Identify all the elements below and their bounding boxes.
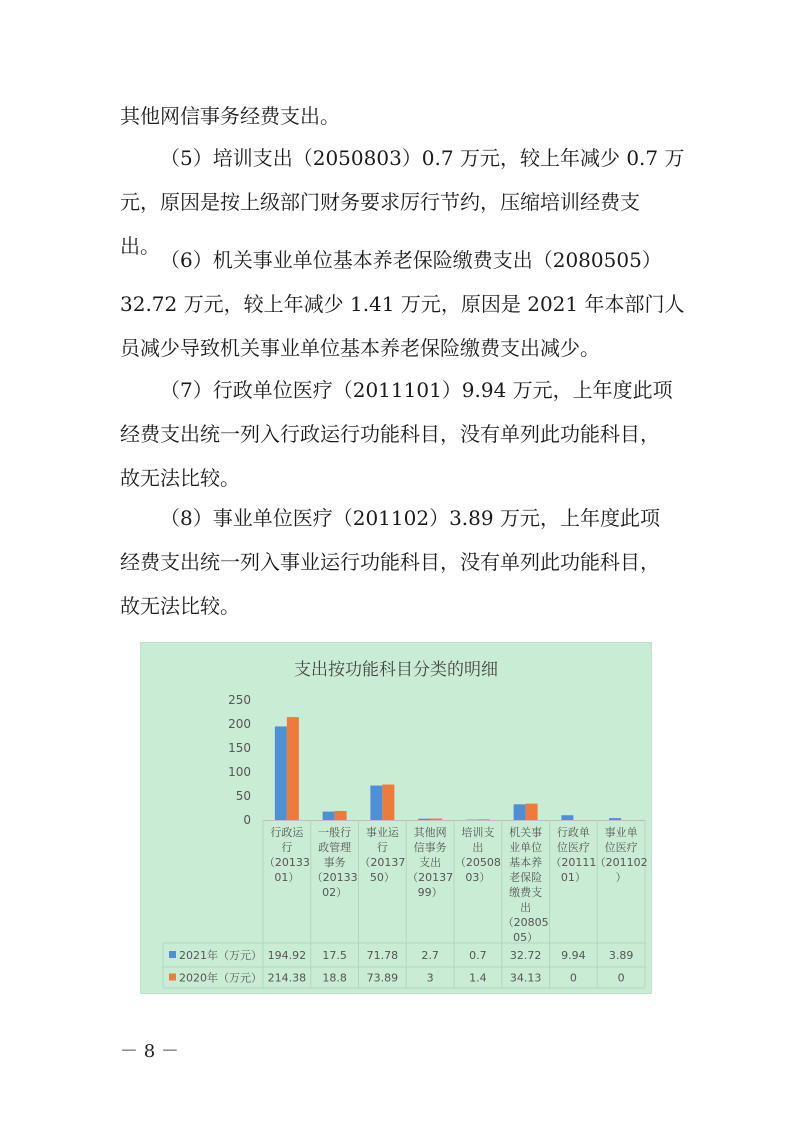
bar-2021-6 [514,804,526,820]
category-label: （20133 [263,856,310,869]
category-label: 出 [472,841,484,854]
paragraph-line: 元，原因是按上级部门财务要求厉行节约，压缩培训经费支 [120,190,640,214]
category-label: （20508 [454,856,501,869]
data-value-label: 214.38 [267,971,307,985]
data-value-label: 1.4 [469,971,487,985]
paragraph-line: （7）行政单位医疗（2011101）9.94 万元，上年度此项 [160,378,673,402]
category-label: 05） [513,931,539,944]
bar-2021-1 [275,726,287,820]
category-label: （20805 [502,916,549,929]
bar-2021-4 [418,819,430,820]
category-label: 事业运 [365,826,399,839]
paragraph-line: 员减少导致机关事业单位基本养老保险缴费支出减少。 [120,336,600,360]
category-label: 基本养 [509,856,543,869]
data-value-label: 0.7 [469,949,487,962]
data-value-label: 194.92 [267,949,307,962]
category-label: （20137 [359,856,406,869]
paragraph-line: 其他网信事务经费支出。 [120,104,340,128]
paragraph-line: 经费支出统一列入事业运行功能科目，没有单列此功能科目， [120,550,660,574]
category-label: （20133 [311,871,358,884]
category-label: 行 [281,841,293,854]
category-label: （201102 [594,856,648,869]
paragraph-1 [120,94,680,138]
y-tick-label: 150 [228,741,251,755]
paragraph-4 [120,368,680,500]
category-label: 03） [465,871,491,884]
y-tick-label: 250 [228,693,251,707]
paragraph-line: 故无法比较。 [120,594,240,618]
category-label: 02） [322,886,348,899]
data-value-label: 71.78 [366,949,399,962]
paragraph-3 [120,238,685,370]
data-value-label: 0 [617,971,625,985]
category-label: 缴费支 [509,886,543,899]
bar-2021-8 [609,818,621,820]
bar-2020-2 [335,811,347,820]
category-label: 老保险 [509,871,543,884]
bar-2020-1 [287,717,299,820]
data-value-label: 0 [569,971,577,985]
data-value-label: 17.5 [322,949,347,962]
data-value-label: 3.89 [608,949,634,962]
bar-chart [141,643,653,995]
category-label: 机关事 [509,826,543,839]
y-tick-label: 0 [243,813,251,827]
bar-2020-4 [430,819,442,820]
y-tick-label: 200 [228,717,251,731]
category-label: 事务 [323,856,346,869]
paragraph-line: 32.72 万元，较上年减少 1.41 万元，原因是 2021 年本部门人 [120,292,685,316]
paragraph-line: 故无法比较。 [120,466,240,490]
category-label: 行政单 [556,826,590,839]
category-label: 位医疗 [556,841,590,854]
paragraph-line: 经费支出统一列入行政运行功能科目，没有单列此功能科目， [120,422,660,446]
data-value-label: 18.8 [322,971,347,985]
legend-label: 2020年（万元） [179,971,262,985]
chart-container [140,642,652,994]
category-label: 01） [560,871,586,884]
legend-label: 2021年（万元） [179,949,262,962]
chart-title: 支出按功能科目分类的明细 [294,660,498,680]
category-label: 出 [520,901,532,914]
data-value-label: 73.89 [366,971,399,985]
category-label: （20111 [550,856,597,869]
category-label: 行 [376,841,388,854]
bar-2020-6 [526,804,538,820]
y-tick-label: 100 [228,765,251,779]
category-label: 政管理 [318,841,352,854]
category-label: 位医疗 [604,841,638,854]
legend-swatch [169,974,176,981]
category-label: （20137 [407,871,454,884]
paragraph-line: （5）培训支出（2050803）0.7 万元，较上年减少 0.7 万 [160,146,685,170]
bar-2020-3 [382,785,394,820]
y-tick-label: 50 [235,789,251,803]
data-value-label: 2.7 [421,949,439,962]
category-label: 业单位 [509,841,543,854]
bar-2020-5 [478,819,490,820]
page-number: － 8 － [120,1041,179,1062]
category-label: 信事务 [413,841,447,854]
bar-2021-2 [323,812,335,820]
category-label: 99） [417,886,443,899]
data-value-label: 3 [426,971,434,985]
data-value-label: 9.94 [561,949,586,962]
category-label: 其他网 [413,826,447,839]
data-value-label: 32.72 [509,949,542,962]
category-label: 一般行 [318,826,352,839]
category-label: 培训支 [461,826,495,839]
paragraph-line: 出。 [120,234,160,258]
bar-2021-7 [561,815,573,820]
category-label: ） [615,871,627,884]
category-label: 01） [274,871,300,884]
paragraph-5 [120,496,680,628]
paragraph-line: （6）机关事业单位基本养老保险缴费支出（2080505） [160,248,662,272]
bar-2021-3 [370,786,382,820]
legend-swatch [169,951,176,958]
category-label: 行政运 [270,826,304,839]
category-label: 支出 [419,856,442,869]
paragraph-line: （8）事业单位医疗（201102）3.89 万元，上年度此项 [160,506,660,530]
category-label: 50） [369,871,395,884]
category-label: 事业单 [604,826,638,839]
data-value-label: 34.13 [509,971,542,985]
